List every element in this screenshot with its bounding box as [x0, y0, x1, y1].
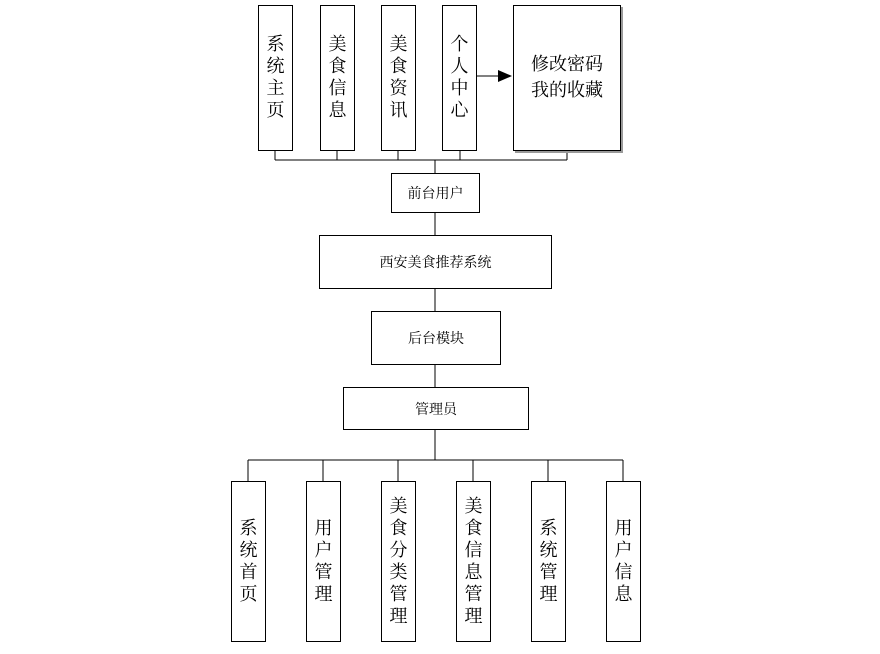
module-label: 美食信息: [328, 34, 347, 121]
module-label: 系统主页: [266, 34, 285, 121]
personal-center-sub-box: [513, 5, 621, 151]
module-label: 美食资讯: [389, 34, 408, 121]
sub-item-my-favorites: 我的收藏: [531, 80, 603, 101]
module-label: 用户管理: [314, 517, 333, 605]
module-personal-center: [442, 5, 477, 151]
sub-item-change-password: 修改密码: [531, 54, 603, 75]
system-box: [319, 235, 552, 289]
module-label: 个人中心: [450, 34, 469, 121]
admin-box: [343, 387, 529, 430]
admin-module-food-category-management: [381, 481, 416, 642]
front-user-box: [391, 173, 480, 213]
arrow-head: [498, 70, 512, 82]
module-label: 美食信息管理: [464, 495, 483, 627]
admin-module-user-management: [306, 481, 341, 642]
module-food-info: [320, 5, 355, 151]
admin-module-food-info-management: [456, 481, 491, 642]
module-label: 用户信息: [614, 517, 633, 605]
front-user-label: 前台用户: [407, 186, 464, 202]
system-label: 西安美食推荐系统: [379, 255, 492, 271]
backend-label: 后台模块: [408, 331, 464, 347]
admin-label: 管理员: [415, 401, 457, 418]
module-system-home: [258, 5, 293, 151]
admin-module-user-info: [606, 481, 641, 642]
module-label: 美食分类管理: [389, 495, 408, 627]
module-food-news: [381, 5, 416, 151]
admin-module-system-management: [531, 481, 566, 642]
backend-box: [371, 311, 501, 365]
admin-module-system-home: [231, 481, 266, 642]
module-label: 系统首页: [239, 517, 258, 605]
module-label: 系统管理: [539, 517, 558, 605]
